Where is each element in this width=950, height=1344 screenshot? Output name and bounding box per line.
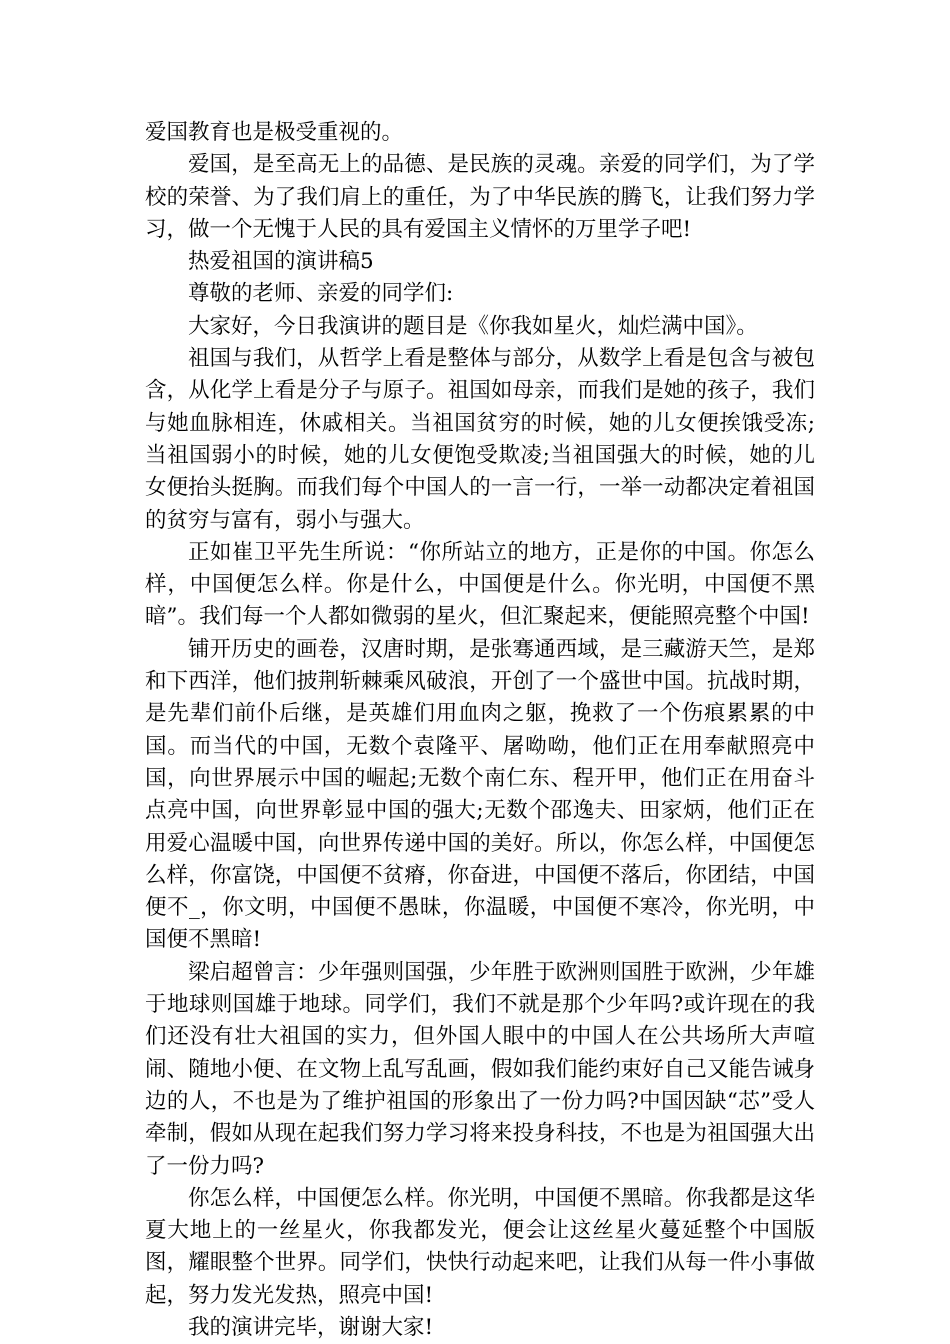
paragraph: 大家好，今日我演讲的题目是《你我如星火，灿烂满中国》。 (188, 313, 758, 339)
paragraph: 爱国，是至高无上的品德、是民族的灵魂。亲爱的同学们，为了学校的荣誉、为了我们肩上的重任，为了中华民族的腾飞，让我们努力学习，做一个无愧于人民的具有爱国主义情怀的万里学子吧! (145, 152, 815, 242)
closing-line: 我的演讲完毕，谢谢大家! (188, 1314, 434, 1340)
paragraph: 爱国教育也是极受重视的。 (145, 120, 404, 145)
paragraph: 梁启超曾言：少年强则国强，少年胜于欧洲则国胜于欧洲，少年雄于地球则国雄于地球。同学们，我们不就是那个少年吗?或许现在的我们还没有壮大祖国的实力，但外国人眼中的中国人在公共场所大声喧闹、随地小便、在文物上乱写乱画，假如我们能约束好自己又能告诫身边的人，不也是为了维护祖国的形象出了一份力吗?中国因缺“芯”受人牵制，假如从现在起我们努力学习将来投身科技，不也是为祖国强大出了一份力吗? (145, 959, 815, 1179)
document-page (145, 117, 815, 1344)
salutation: 尊敬的老师、亲爱的同学们: (188, 281, 454, 307)
paragraph: 祖国与我们，从哲学上看是整体与部分，从数学上看是包含与被包含，从化学上看是分子与原子。祖国如母亲，而我们是她的孩子，我们与她血脉相连，休戚相关。当祖国贫穷的时候，她的儿女便挨饿受冻;当祖国弱小的时候，她的儿女便饱受欺凌;当祖国强大的时候，她的儿女便抬头挺胸。而我们每个中国人的一言一行，一举一动都决定着祖国的贫穷与富有，弱小与强大。 (145, 346, 815, 533)
paragraph: 铺开历史的画卷，汉唐时期，是张骞通西域，是三藏游天竺，是郑和下西洋，他们披荆斩棘乘风破浪，开创了一个盛世中国。抗战时期，是先辈们前仆后继，是英雄们用血肉之躯，挽救了一个伤痕累累的中国。而当代的中国，无数个袁隆平、屠呦呦，他们正在用奉献照亮中国，向世界展示中国的崛起;无数个南仁东、程开甲，他们正在用奋斗点亮中国，向世界彰显中国的强大;无数个邵逸夫、田家炳，他们正在用爱心温暖中国，向世界传递中国的美好。所以，你怎么样，中国便怎么样，你富饶，中国便不贫瘠，你奋进，中国便不落后，你团结，中国便不_，你文明，中国便不愚昧，你温暖，中国便不寒冷，你光明，中国便不黑暗! (145, 636, 815, 953)
section-heading: 热爱祖国的演讲稿5 (188, 249, 374, 275)
paragraph: 你怎么样，中国便怎么样。你光明，中国便不黑暗。你我都是这华夏大地上的一丝星火，你我都发光，便会让这丝星火蔓延整个中国版图，耀眼整个世界。同学们，快快行动起来吧，让我们从每一件小事做起，努力发光发热，照亮中国! (145, 1185, 815, 1308)
paragraph: 正如崔卫平先生所说：“你所站立的地方，正是你的中国。你怎么样，中国便怎么样。你是什么，中国便是什么。你光明，中国便不黑暗”。我们每一个人都如微弱的星火，但汇聚起来，便能照亮整个中国! (145, 539, 815, 630)
